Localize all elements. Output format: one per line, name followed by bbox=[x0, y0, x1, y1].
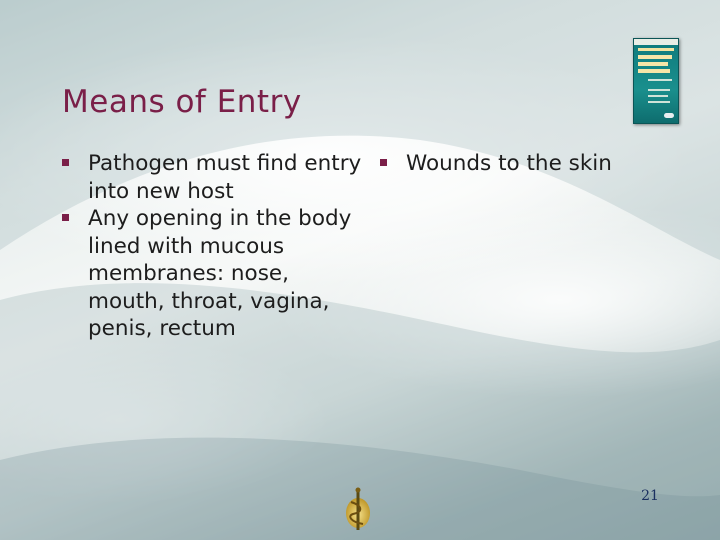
slide-title: Means of Entry bbox=[62, 84, 302, 120]
bullet-text: Pathogen must find entry into new host bbox=[88, 151, 362, 204]
square-bullet-icon bbox=[62, 159, 69, 166]
textbook-cover-icon bbox=[633, 38, 679, 124]
square-bullet-icon bbox=[62, 214, 69, 221]
bullet-item bbox=[380, 150, 680, 178]
right-bullet-list bbox=[380, 150, 680, 178]
page-number: 21 bbox=[641, 488, 659, 504]
caduceus-logo-icon bbox=[343, 486, 373, 532]
bullet-item bbox=[62, 205, 362, 343]
bullet-text: Wounds to the skin bbox=[406, 151, 612, 176]
bullet-text: Any opening in the body lined with mucous membranes: nose, mouth, throat, vagina, penis, rectum bbox=[88, 206, 352, 341]
square-bullet-icon bbox=[380, 159, 387, 166]
left-bullet-list bbox=[62, 150, 362, 343]
bullet-item bbox=[62, 150, 362, 205]
